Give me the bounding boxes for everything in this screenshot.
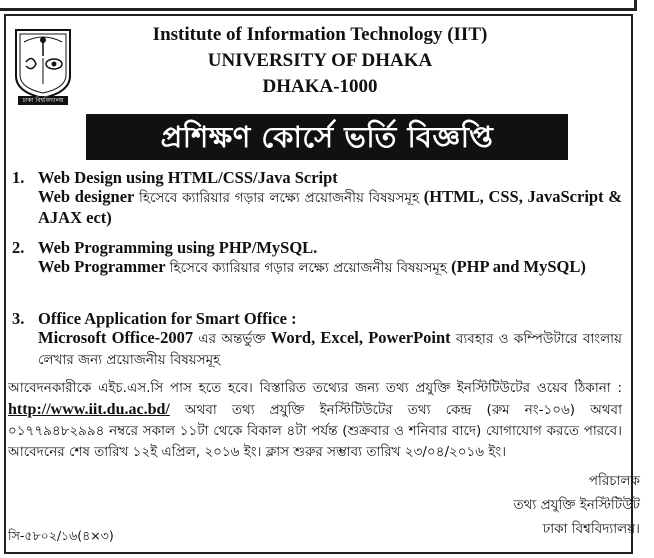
course-desc-en: Microsoft Office-2007 — [38, 328, 194, 347]
city-name: DHAKA-1000 — [262, 76, 378, 97]
signature-univ: ঢাকা বিশ্ববিদ্যালয়। — [542, 521, 640, 537]
course-title: Web Design using HTML/CSS/Java Script — [38, 168, 338, 187]
course-desc-bn-2: ব্যবহার ও কম্পিউটারে বাংলায় লেখার জন্য প্রয়োজনীয় বিষয়সমূহ — [38, 331, 622, 368]
course-number: 3. — [12, 309, 25, 328]
website-link[interactable]: http://www.iit.du.ac.bd/ — [8, 401, 170, 418]
course-desc-en: Web Programmer — [38, 257, 166, 276]
course-desc-bn: এর অন্তর্ভুক্ত — [198, 331, 266, 347]
logo-caption: ঢাকা বিশ্ববিদ্যালয় — [22, 97, 64, 104]
course-number: 2. — [12, 238, 25, 257]
course-number: 1. — [12, 168, 25, 187]
info-part-2: অথবা তথ্য প্রযুক্তি ইনস্টিটিউটের তথ্য কেন্দ্র (রুম নং-১০৬) অথবা ০১৭৭৯৪৮২৯৯৪ নম্বরে সকাল ১১টা থেকে বিকাল ৪টা পর্যন্ত (শুক্রবার ও শনিবার বাদে) যোগাযোগ করতে পারবে। আবেদনের শেষ তারিখ ১২ই এপ্রিল, ২০১৬ ইং। ক্লাস শুরুর সম্ভাব্য তারিখ ২৩/০৪/২০১৬ ইং। — [8, 402, 622, 460]
institute-name: Institute of Information Technology (IIT) — [152, 24, 488, 45]
previous-ad-border — [0, 0, 637, 11]
university-crest-icon — [12, 26, 74, 106]
course-item-1 — [12, 168, 622, 227]
signature-title: পরিচালক — [588, 473, 640, 489]
course-item-2 — [12, 238, 622, 278]
course-desc-bn: হিসেবে ক্যারিয়ার গড়ার লক্ষ্যে প্রয়োজনীয় বিষয়সমূহ — [139, 190, 420, 206]
course-desc-bn: হিসেবে ক্যারিয়ার গড়ার লক্ষ্যে প্রয়োজনীয় বিষয়সমূহ — [169, 260, 447, 276]
info-part-1: আবেদনকারীকে এইচ.এস.সি পাস হতে হবে। বিস্তারিত তথ্যের জন্য তথ্য প্রযুক্তি ইনস্টিটিউটের ওয়েব ঠিকানা : — [8, 380, 622, 396]
ad-code: সি-৫৮০২/১৬(৪×৩) — [8, 528, 114, 543]
course-title: Office Application for Smart Office : — [38, 309, 297, 328]
course-topics: (PHP and MySQL) — [451, 257, 586, 276]
course-title: Web Programming using PHP/MySQL. — [38, 238, 318, 257]
notice-title-banner: প্রশিক্ষণ কোর্সে ভর্তি বিজ্ঞপ্তি — [86, 114, 568, 160]
course-desc-en: Web designer — [38, 187, 135, 206]
course-item-3 — [12, 309, 622, 370]
application-info — [8, 378, 622, 463]
university-logo — [12, 26, 74, 106]
signature-org: তথ্য প্রযুক্তি ইনস্টিটিউট — [513, 497, 640, 513]
university-name: UNIVERSITY OF DHAKA — [207, 50, 433, 71]
course-topics: (HTML, CSS, JavaScript & AJAX ect) — [38, 187, 623, 227]
course-apps: Word, Excel, PowerPoint — [270, 328, 451, 347]
